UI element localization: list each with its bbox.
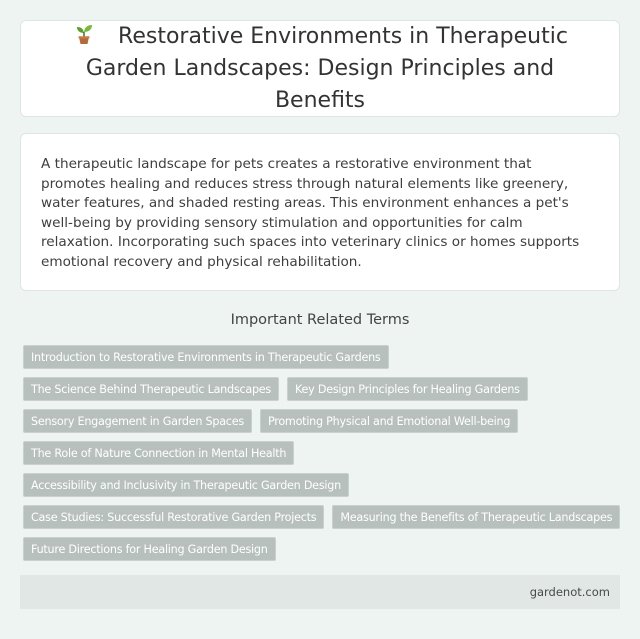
- term-tag[interactable]: Promoting Physical and Emotional Well-being: [260, 409, 518, 433]
- site-link[interactable]: gardenot.com: [529, 585, 610, 599]
- title-card: [20, 20, 620, 117]
- description-text: A therapeutic landscape for pets creates a restorative environment that promotes healing and reduces stress through natural elements like greenery, water features, and shaded resting areas. This environment enhances a pet's well-being by providing sensory stimulation and opportunities for calm relaxation. Incorporating such spaces into veterinary clinics or homes supports emotional recovery and physical rehabilitation.: [41, 156, 580, 270]
- footer: [20, 575, 620, 609]
- term-row: [23, 409, 623, 433]
- title-text: Restorative Environments in Therapeutic Garden Landscapes: Design Principles and Benefits: [85, 23, 568, 113]
- term-tag[interactable]: Accessibility and Inclusivity in Therapeutic Garden Design: [23, 473, 349, 497]
- term-tag[interactable]: Measuring the Benefits of Therapeutic Landscapes: [332, 505, 620, 529]
- related-terms-list: [23, 345, 623, 569]
- term-tag[interactable]: The Science Behind Therapeutic Landscapes: [23, 377, 279, 401]
- term-tag[interactable]: The Role of Nature Connection in Mental Health: [23, 441, 294, 465]
- description-card: [20, 133, 620, 291]
- term-tag[interactable]: Case Studies: Successful Restorative Garden Projects: [23, 505, 324, 529]
- term-tag[interactable]: Introduction to Restorative Environments in Therapeutic Gardens: [23, 345, 389, 369]
- page-title: [39, 21, 601, 117]
- term-row: [23, 345, 623, 369]
- term-row: [23, 473, 623, 497]
- term-tag[interactable]: Key Design Principles for Healing Gardens: [287, 377, 528, 401]
- term-row: [23, 377, 623, 401]
- related-terms-heading: Important Related Terms: [230, 312, 410, 328]
- term-tag[interactable]: Future Directions for Healing Garden Design: [23, 537, 276, 561]
- term-row: [23, 441, 623, 465]
- term-tag[interactable]: Sensory Engagement in Garden Spaces: [23, 409, 252, 433]
- term-row: [23, 505, 623, 529]
- term-row: [23, 537, 623, 561]
- sprout-icon: [72, 21, 96, 45]
